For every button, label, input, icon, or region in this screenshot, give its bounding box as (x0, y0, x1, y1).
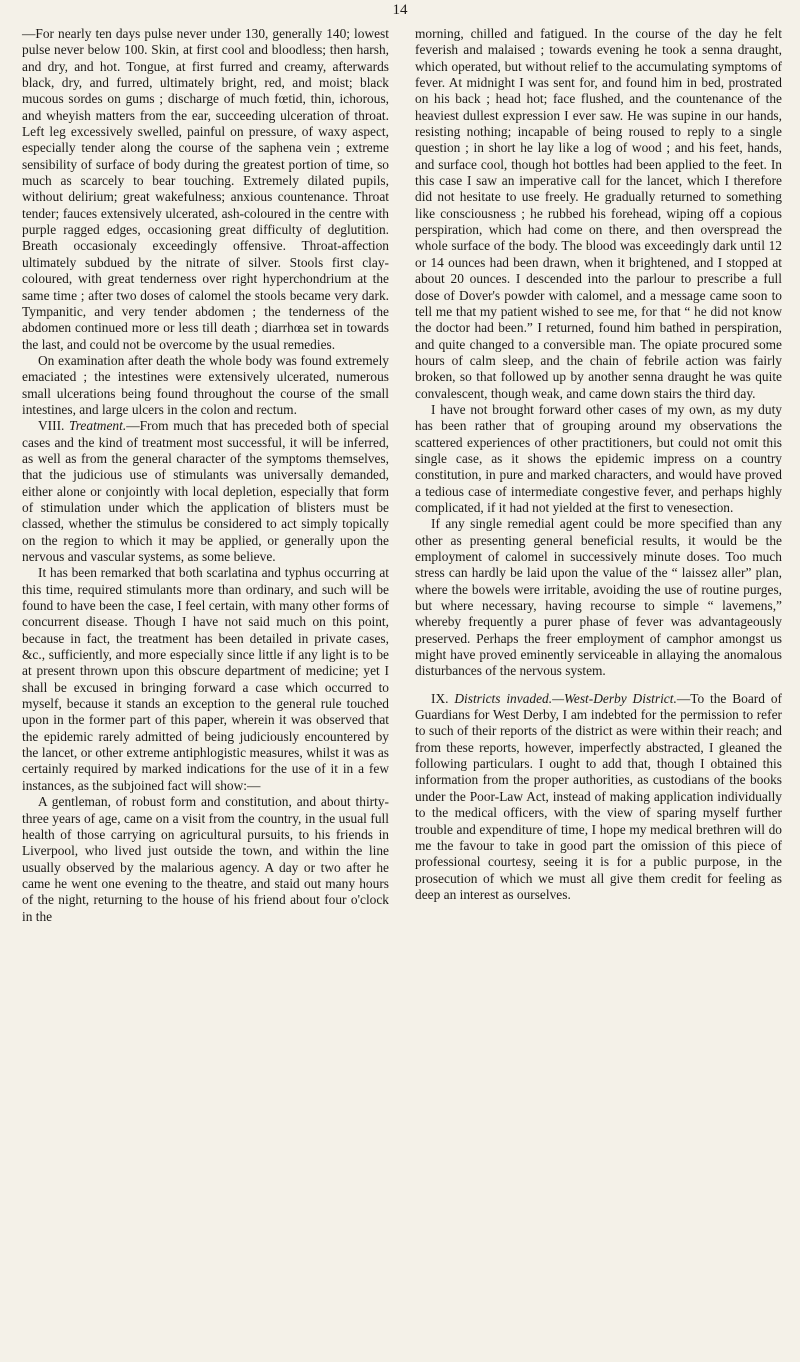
section-paragraph (415, 691, 782, 903)
section-body: —To the Board of Guardians for West Derby, I am indebted for the permission to refer to such of their reports of the district as were within their reach; and from these reports, however, imperfectly abstracted, I gleaned the following particulars. I ought to add that, though I obtained this information from the proper authorities, as custodians of the books under the Poor-Law Act, instead of making application individually to the medical officers, with the view of sparing myself further trouble and expenditure of time, I hope my medical brethren will do me the favour to take in good part the omission of this piece of professional courtesy, seeing it is for a public purpose, in the prosecution of which we must all give them credit for feeling as deep an interest as ourselves. (415, 690, 782, 902)
section-title: Districts invaded.—West-Derby District. (454, 690, 677, 706)
section-number: IX. (431, 690, 449, 706)
section-body: —From much that has preceded both of special cases and the kind of treatment most successful, it will be inferred, as well as from the general character of the symptoms themselves, that the judicious use of stimulants was universally demanded, either alone or conjointly with local depletion, especially that form of stimulation under which the application of blisters must be classed, whether the stimulus be considered to act simply topically on the region to which it may be applied, or generally upon the nervous and vascular systems, as some believe. (22, 418, 389, 564)
text-columns (22, 26, 782, 925)
paragraph: I have not brought forward other cases of my own, as my duty has been rather that of grouping around my observations the scattered experiences of other practitioners, but could not omit this single case, as it shows the epidemic impress on a country constitution, in pure and marked characters, and would have proved a tedious case of intermediate congestive fever, and perhaps highly complicated, if it had not yielded at the first to venesection. (415, 401, 782, 515)
paragraph: A gentleman, of robust form and constitution, and about thirty-three years of age, came on a visit from the country, in the usual full health of those carrying on agricultural pursuits, to his friends in Liverpool, who lived just outside the town, and within the line usually observed by the malarious agency. A day or two after he came he went one evening to the theatre, and staid out many hours of the night, returning to the house of his friend about four o'clock in the (22, 794, 389, 924)
page-number: 14 (392, 2, 408, 18)
section-title: Treatment. (69, 418, 127, 434)
right-column (415, 26, 782, 925)
left-column (22, 26, 389, 925)
section-number: VIII. (38, 418, 65, 434)
paragraph: On examination after death the whole body was found extremely emaciated ; the intestines were extensively ulcerated, numerous small ulcerations being found throughout the course of the small intestines, and large ulcers in the colon and rectum. (22, 352, 389, 417)
section-paragraph (22, 418, 389, 565)
paragraph: —For nearly ten days pulse never under 130, generally 140; lowest pulse never below 100. Skin, at first cool and bloodless; then harsh, and dry, and hot. Tongue, at first furred and creamy, afterwards black, dry, and furred, ultimately bright, red, and moist; black mucous sordes on gums ; discharge of much fœtid, thin, ichorous, and wheyish matters from the ear, succeeding ulceration of throat. Left leg excessively swelled, painful on pressure, of waxy aspect, especially tender along the course of the saphena vein ; extreme sensibility of surface of body during the greatest portion of time, so much as scarcely to bear touching. Extremely dilated pupils, without delirium; great wakefulness; anxious countenance. Throat tender; fauces extensively ulcerated, ash-coloured in the centre with purple ragged edges, occasioning great difficulty of deglutition. Breath occasionaly exceedingly offensive. Throat-affection ultimately subdued by the nitrate of silver. Stools first clay-coloured, with great tenderness over right hyperchondrium at the same time ; after two doses of calomel the stools became very dark. Tympanitic, and very tender abdomen ; the tenderness of the abdomen continued more or less till death ; diarrhœa set in towards the last, and could not be overcome by the usual remedies. (22, 26, 389, 352)
paragraph: morning, chilled and fatigued. In the course of the day he felt feverish and malaised ; towards evening he took a senna draught, which operated, but without relief to the accumulating symptoms of fever. At midnight I was sent for, and found him in bed, prostrated on his back ; head hot; face flushed, and the countenance of the heaviest dullest expression I ever saw. He was supine in our hands, resisting nothing; incapable of being roused to reply to a single question ; in short he lay like a log of wood ; and his feet, hands, and surface cool, though hot bottles had been applied to the feet. In this case I saw an imperative call for the lancet, which I therefore did not hesitate to use freely. He gradually returned to something like consciousness ; he rubbed his forehead, wiping off a copious perspiration, which had come on there, and then overspread the whole surface of the body. The blood was exceedingly dark until 12 or 14 ounces had been drawn, when it brightened, and I stopped at about 20 ounces. I descended into the parlour to prescribe a full dose of Dover's powder with calomel, and a message came soon to tell me that my patient wished to see me, for that “ he did not know the doctor had been.” I returned, found him bathed in perspiration, and quite changed to a conversible man. The opiate procured some hours of calm sleep, and the chain of febrile action was fairly broken, so that followed up by another senna draught he was quite convalescent, though weak, and came down stairs the third day. (415, 26, 782, 401)
paragraph: If any single remedial agent could be more specified than any other as presenting general beneficial results, it would be the employment of calomel in successively minute doses. Too much stress can hardly be laid upon the value of the “ laissez aller” plan, where the bowels were irritable, avoiding the use of routine purges, but where necessary, having recourse to simple “ lavemens,” whereby frequently a purer phase of fever was advantageously preserved. Perhaps the freer employment of camphor amongst us might have proved eminently serviceable in allaying the anomalous disturbances of the nervous system. (415, 516, 782, 679)
paragraph: It has been remarked that both scarlatina and typhus occurring at this time, required stimulants more than ordinary, and such will be found to have been the case, I feel certain, with many other forms of concurrent disease. Though I have not said much on this point, because in fact, the treatment has been detailed in private cases, &c., sufficiently, and more especially since little if any light is to be at present thrown upon this obscure department of medicine; yet I shall be excused in bringing forward a case which occurred to myself, because it stands an exception to the general rule touched upon in the former part of this paper, wherein it was observed that the epidemic rarely admitted of being judiciously encountered by the lancet, or other extreme antiphlogistic measures, whilst it was as certainly required by marked indications for the use of it in a few instances, as the subjoined fact will show:— (22, 565, 389, 793)
